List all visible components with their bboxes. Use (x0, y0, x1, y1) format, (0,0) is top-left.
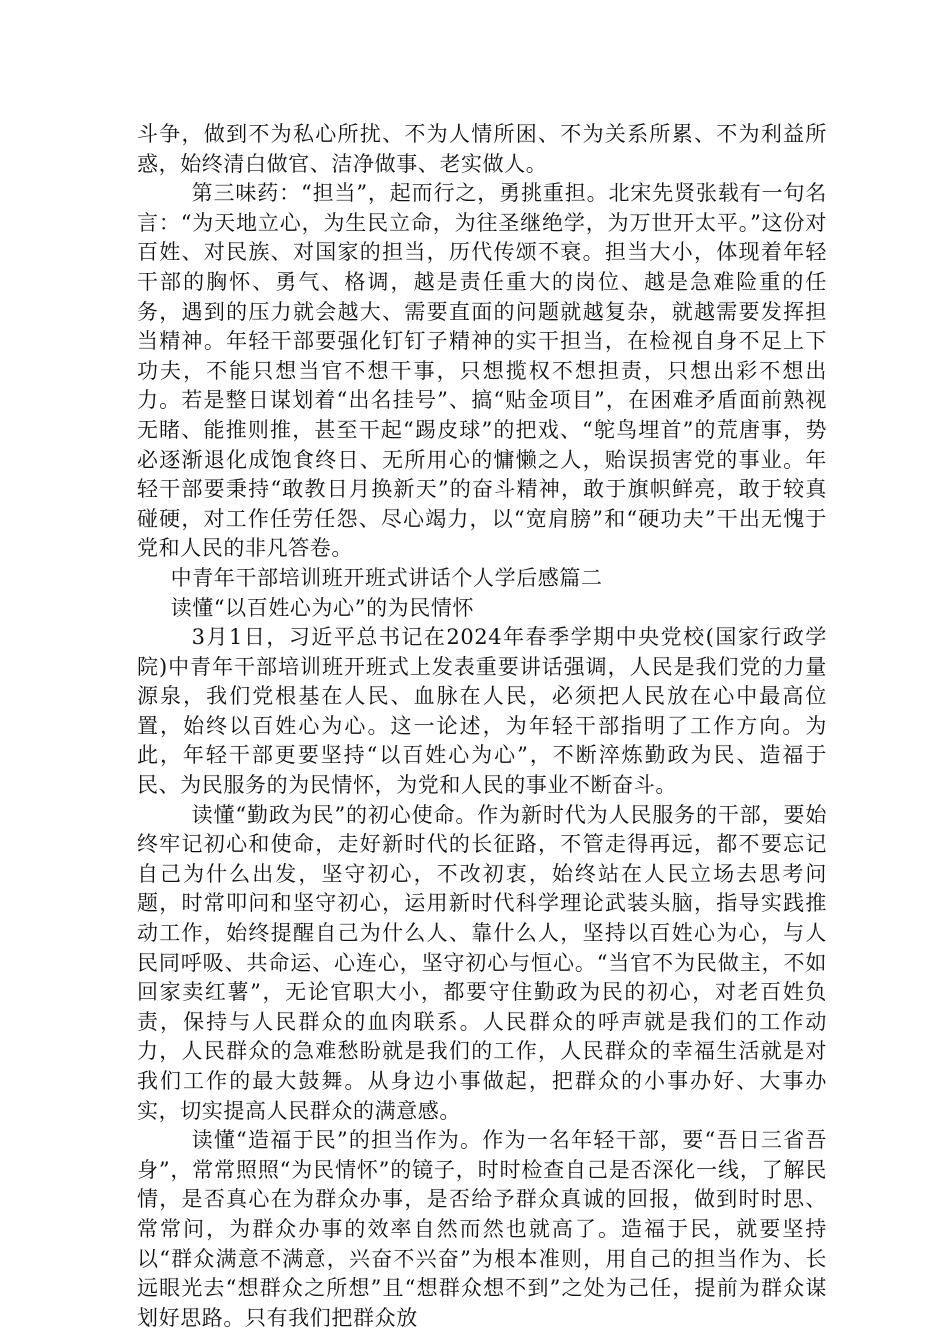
paragraph-diligent-governance: 读懂“勤政为民”的初心使命。作为新时代为人民服务的干部，要始终牢记初心和使命，走好新时代的长征路，不管走得再远，都不要忘记自己为什么出发，坚守初心，不改初衷，始终站在人民立场去思考问题，时常叩问和坚守初心，运用新时代科学理论武装头脑，指导实践推动工作，始终提醒自己为什么人、靠什么人，坚持以百姓心为心，与人民同呼吸、共命运、心连心，坚守初心与恒心。“当官不为民做主，不如回家卖红薯”，无论官职大小，都要守住勤政为民的初心，对老百姓负责，保持与人民群众的血肉联系。人民群众的呼声就是我们的工作动力，人民群众的急难愁盼就是我们的工作，人民群众的幸福生活就是对我们工作的最大鼓舞。从身边小事做起，把群众的小事办好、大事办实，切实提高人民群众的满意感。 (137, 802, 827, 1123)
paragraph-third-remedy: 第三味药：“担当”，起而行之，勇挑重担。北宋先贤张载有一句名言：“为天地立心，为生民立命，为往圣继绝学，为万世开太平。”这份对百姓、对民族、对国家的担当，历代传颂不衰。担当大小，体现着年轻干部的胸怀、勇气、格调，越是责任重大的岗位、越是急难险重的任务，遇到的压力就会越大、需要直面的问题就越复杂，就越需要发挥担当精神。年轻干部要强化钉钉子精神的实干担当，在检视自身不足上下功夫，不能只想当官不想干事，只想揽权不想担责，只想出彩不想出力。若是整日谋划着“出名挂号”、搞“贴金项目”，在困难矛盾面前熟视无睹、能推则推，甚至干起“踢皮球”的把戏、“鸵鸟埋首”的荒唐事，势必逐渐退化成饱食终日、无所用心的慵懒之人，贻误损害党的事业。年轻干部要秉持“敢教日月换新天”的奋斗精神，敢于旗帜鲜亮，敢于较真碰硬，对工作任劳任怨、尽心竭力，以“宽肩膀”和“硬功夫”干出无愧于党和人民的非凡答卷。 (137, 181, 827, 561)
document-body (137, 120, 827, 1333)
section-title: 中青年干部培训班开班式讲话个人学后感篇二 (170, 565, 603, 590)
paragraph-benefit-people: 读懂“造福于民”的担当作为。作为一名年轻干部，要“吾日三省吾身”，常常照照“为民情怀”的镜子，时时检查自己是否深化一线，了解民情，是否真心在为群众办事，是否给予群众真诚的回报，做到时时思、常常问，为群众办事的效率自然而然也就高了。造福于民，就要坚持以“群众满意不满意，兴奋不兴奋”为根本准则，用自己的担当作为、长远眼光去“想群众之所想”且“想群众想不到”之处为己任，提前为群众谋划好思路。只有我们把群众放 (137, 1128, 827, 1330)
paragraph-continuation: 斗争，做到不为私心所扰、不为人情所困、不为关系所累、不为利益所惑，始终清白做官、洁净做事、老实做人。 (137, 122, 827, 176)
paragraph-intro: 3月1日，习近平总书记在2024年春季学期中央党校(国家行政学院)中青年干部培训班开班式上发表重要讲话强调，人民是我们党的力量源泉，我们党根基在人民、血脉在人民，必须把人民放在心中最高位置，始终以百姓心为心。这一论述，为年轻干部指明了工作方向。为此，年轻干部更要坚持“以百姓心为心”，不断淬炼勤政为民、造福于民、为民服务的为民情怀，为党和人民的事业不断奋斗。 (137, 625, 827, 798)
section-subtitle: 读懂“以百姓心为心”的为民情怀 (170, 595, 475, 620)
